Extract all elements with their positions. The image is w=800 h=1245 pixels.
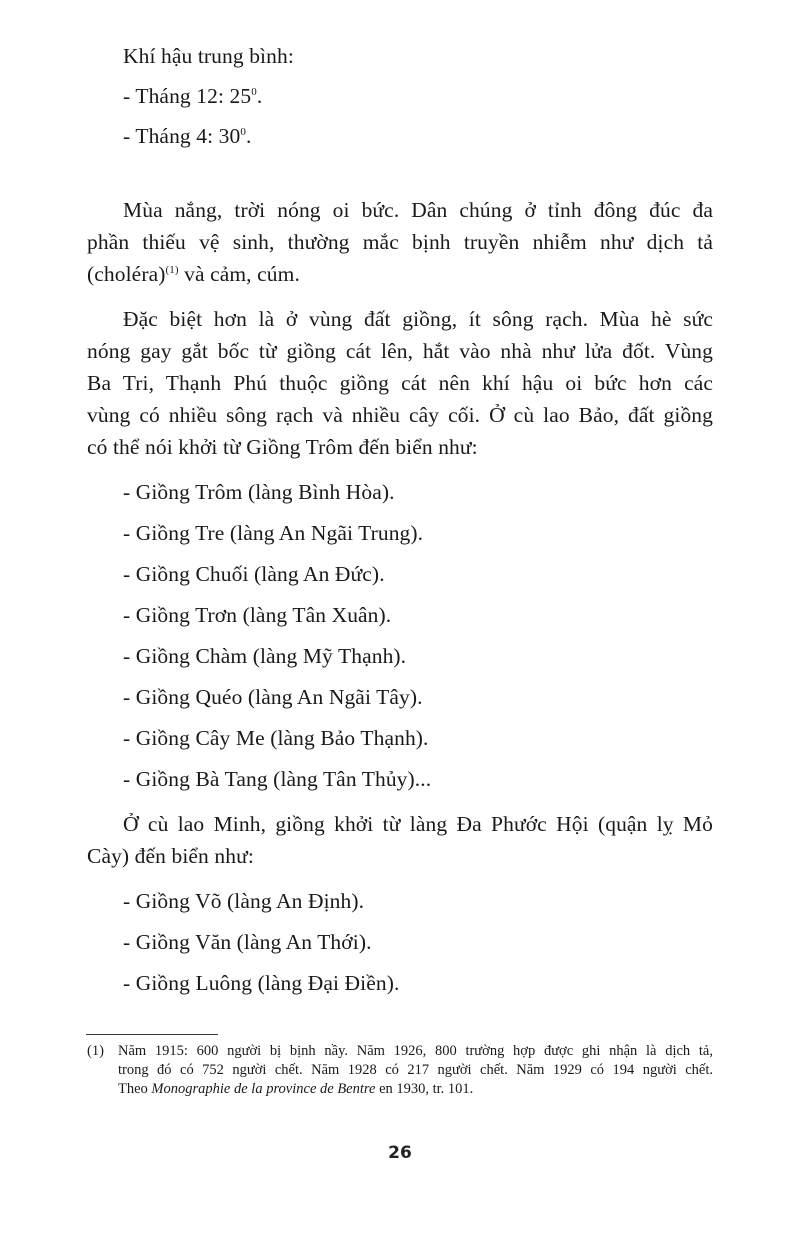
page-number: 26	[388, 1143, 412, 1163]
footnote-source-title: Monographie de la province de Bentre	[151, 1081, 376, 1097]
paragraph-line: Ba Tri, Thạnh Phú thuộc giồng cát nên khí hậu oi bức hơn các	[87, 371, 713, 395]
list-item: - Giồng Trơn (làng Tân Xuân).	[123, 603, 392, 627]
paragraph-text: (choléra)	[87, 262, 166, 286]
paragraph-line: phần thiếu vệ sinh, thường mắc bịnh truyền nhiễm như dịch tả	[87, 230, 713, 254]
list-item: - Giồng Văn (làng An Thới).	[123, 930, 372, 954]
list-item: - Giồng Tre (làng An Ngãi Trung).	[123, 521, 424, 545]
climate-item-april	[123, 122, 713, 150]
paragraph-line: nóng gay gắt bốc từ giồng cát lên, hắt vào nhà như lửa đốt. Vùng	[87, 339, 713, 363]
paragraph-line: Đặc biệt hơn là ở vùng đất giồng, ít sông rạch. Mùa hè sức	[123, 307, 713, 331]
list-item: - Giồng Chuối (làng An Đức).	[123, 562, 385, 586]
footnote-line	[118, 1080, 713, 1098]
footnote-text: Theo	[118, 1081, 152, 1097]
climate-item-end: .	[256, 84, 263, 108]
list-item: - Giồng Luông (làng Đại Điền).	[123, 971, 400, 995]
climate-item-label: - Tháng 12: 25	[123, 84, 252, 108]
climate-heading: Khí hậu trung bình:	[123, 44, 294, 68]
paragraph-line: vùng có nhiều sông rạch và nhiều cây cối. Ở cù lao Bảo, đất giồng	[87, 403, 713, 427]
degree-mark: 0	[251, 86, 257, 98]
paragraph-line: Ở cù lao Minh, giồng khởi từ làng Đa Phước Hội (quận lỵ Mỏ	[123, 812, 713, 836]
degree-mark: 0	[240, 126, 246, 138]
footnote-line: trong đó có 752 người chết. Năm 1928 có 217 người chết. Năm 1929 có 194 người chết.	[118, 1062, 713, 1078]
footnote-line: Năm 1915: 600 người bị bịnh nầy. Năm 1926, 800 trường hợp được ghi nhận là dịch tả,	[118, 1043, 713, 1059]
paragraph-text: và cảm, cúm.	[178, 262, 300, 286]
list-item: - Giồng Bà Tang (làng Tân Thủy)...	[123, 767, 432, 791]
list-item: - Giồng Quéo (làng An Ngãi Tây).	[123, 685, 423, 709]
paragraph-line	[87, 260, 713, 288]
footnote-separator	[86, 1034, 218, 1035]
paragraph-line: có thể nói khởi từ Giồng Trôm đến biển như:	[87, 435, 478, 459]
list-item: - Giồng Võ (làng An Định).	[123, 889, 365, 913]
paragraph-line: Cày) đến biển như:	[87, 844, 254, 868]
climate-item-december	[123, 82, 713, 110]
climate-item-label: - Tháng 4: 30	[123, 124, 241, 148]
footnote-reference[interactable]: (1)	[165, 264, 179, 276]
footnote-text: en 1930, tr. 101.	[375, 1081, 474, 1097]
list-item: - Giồng Cây Me (làng Bảo Thạnh).	[123, 726, 429, 750]
list-item: - Giồng Chàm (làng Mỹ Thạnh).	[123, 644, 407, 668]
climate-item-end: .	[245, 124, 252, 148]
footnote-number: (1)	[87, 1043, 104, 1059]
paragraph-line: Mùa nắng, trời nóng oi bức. Dân chúng ở tỉnh đông đúc đa	[123, 198, 713, 222]
list-item: - Giồng Trôm (làng Bình Hòa).	[123, 480, 395, 504]
